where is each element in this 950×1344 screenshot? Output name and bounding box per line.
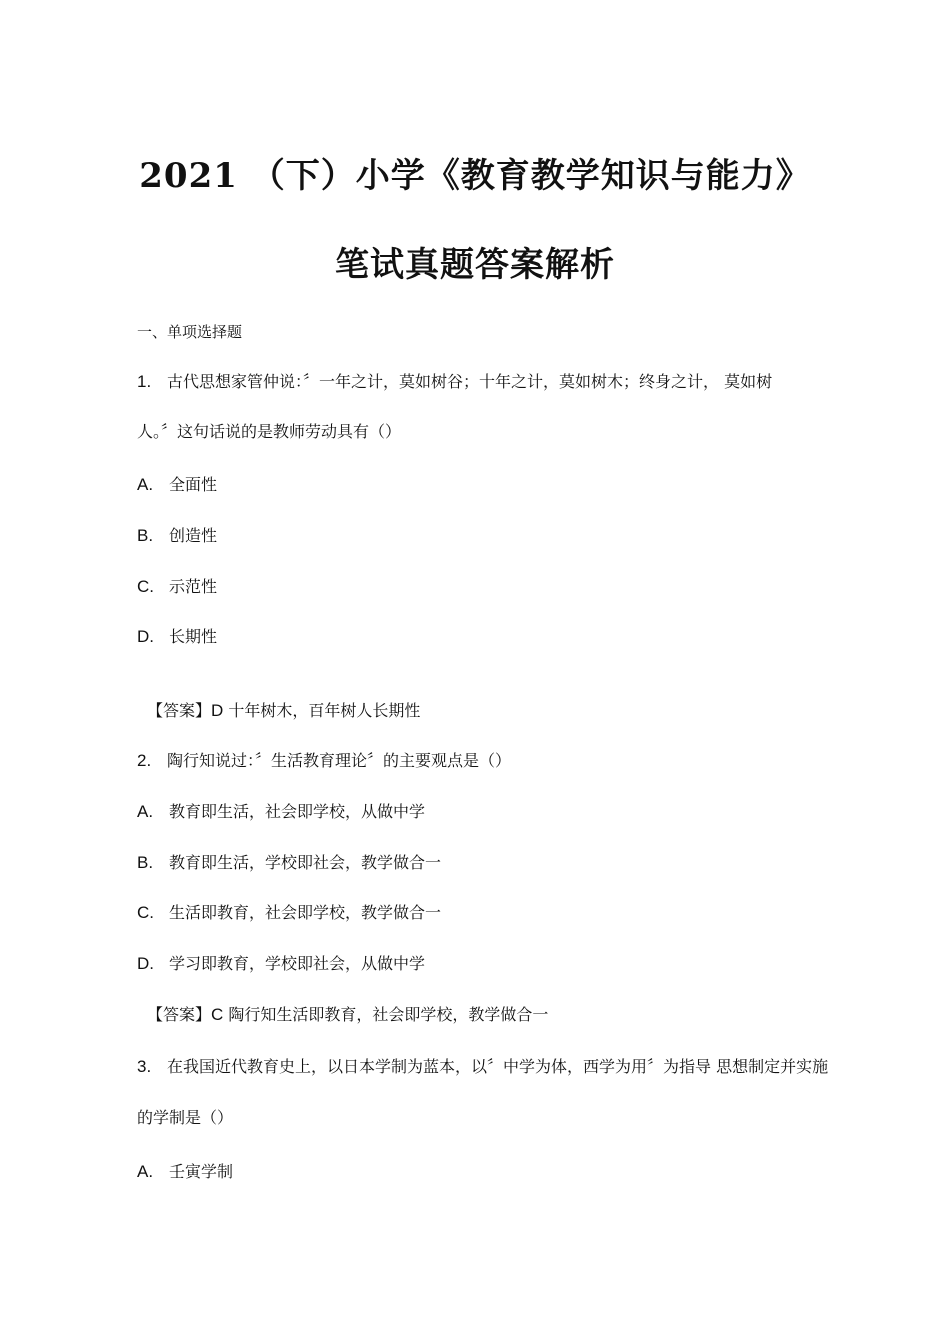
option-letter: B. [137, 853, 154, 872]
option-letter: C. [137, 577, 154, 596]
option-letter: D. [137, 627, 154, 646]
page-title-line1 [0, 148, 950, 197]
answer-letter: D [211, 701, 224, 720]
answer-label: 【答案】 [147, 1005, 212, 1024]
option-letter: D. [137, 954, 154, 973]
option-letter: B. [137, 526, 154, 545]
option-text: 示范性 [169, 577, 218, 596]
answer-explanation: 陶行知生活即教育，社会即学校，教学做合一 [228, 1005, 549, 1024]
option-text: 教育即生活，社会即学校，从做中学 [169, 802, 426, 821]
question-number: 3. [137, 1057, 152, 1076]
question-text: 陶行知说过：〞生活教育理论〞的主要观点是（） [167, 751, 512, 770]
title-year: 2021 [139, 156, 238, 196]
option-letter: C. [137, 903, 154, 922]
question-3-line2: 的学制是（） [137, 1108, 234, 1127]
title-text: （下）小学《教育教学知识与能力》 [250, 156, 811, 196]
question-2-option-c [137, 903, 441, 923]
question-1-option-a [137, 475, 217, 495]
answer-explanation: 十年树木，百年树人长期性 [228, 701, 421, 720]
question-text: 在我国近代教育史上，以日本学制为蓝本，以〞中学为体，西学为用〞为指导 思想制定并实施 [167, 1057, 829, 1076]
option-letter: A. [137, 475, 154, 494]
question-1-answer [147, 701, 420, 721]
question-1-option-d [137, 627, 217, 647]
question-1-line2: 人。〞这句话说的是教师劳动具有（） [137, 422, 402, 441]
question-1-option-c [137, 577, 217, 597]
question-2-option-b [137, 853, 441, 873]
option-text: 生活即教育，社会即学校，教学做合一 [169, 903, 442, 922]
answer-letter: C [211, 1005, 224, 1024]
question-2-option-d [137, 954, 425, 974]
question-text: 古代思想家管仲说：〞一年之计，莫如树谷；十年之计，莫如树木；终身之计， 莫如树 [167, 372, 773, 391]
question-2-option-a [137, 802, 425, 822]
question-3-line1 [137, 1057, 828, 1077]
option-letter: A. [137, 802, 154, 821]
answer-label: 【答案】 [147, 701, 212, 720]
option-text: 长期性 [169, 627, 218, 646]
option-text: 全面性 [169, 475, 218, 494]
question-3-option-a [137, 1162, 233, 1182]
option-text: 学习即教育，学校即社会，从做中学 [169, 954, 426, 973]
question-number: 2. [137, 751, 152, 770]
option-text: 教育即生活，学校即社会，教学做合一 [169, 853, 442, 872]
question-number: 1. [137, 372, 152, 391]
section-heading: 一、单项选择题 [137, 323, 243, 341]
question-2-line1 [137, 751, 511, 771]
question-1-option-b [137, 526, 217, 546]
page-title-line2: 笔试真题答案解析 [335, 245, 615, 285]
question-2-answer [147, 1005, 548, 1025]
option-text: 壬寅学制 [169, 1162, 234, 1181]
option-letter: A. [137, 1162, 154, 1181]
option-text: 创造性 [169, 526, 218, 545]
question-1-line1 [137, 372, 772, 392]
